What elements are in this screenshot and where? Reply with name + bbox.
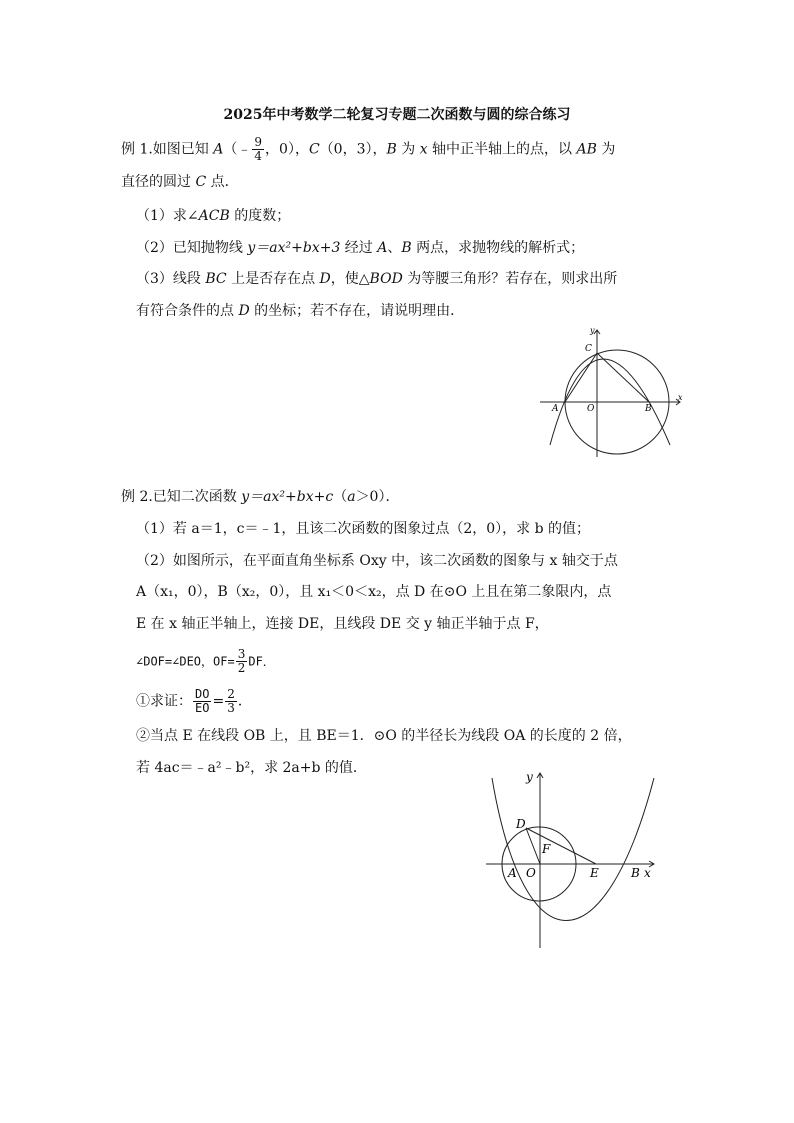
- segment-bc: BC: [205, 271, 227, 287]
- segment-do: [526, 828, 540, 864]
- point-b-label: B: [401, 240, 412, 256]
- q-text: 上是否存在点: [226, 271, 320, 287]
- q-text: 有符合条件的点: [136, 303, 239, 319]
- fig2-label-x: x: [644, 866, 651, 880]
- q-text: 的坐标；若不存在，请说明理由．: [249, 303, 465, 319]
- ex1-line1: [121, 136, 615, 163]
- ex1-q2: [136, 238, 584, 258]
- point-a-label: A: [213, 141, 224, 158]
- fig2-label-a: A: [508, 866, 517, 880]
- ex1-figure: [535, 325, 685, 460]
- ex1-text: ，0），: [265, 141, 309, 158]
- ex1-text: 为: [396, 141, 420, 158]
- var-a: a: [347, 489, 356, 505]
- segment-de: [526, 828, 596, 864]
- ex1-text: 直径的圆过: [121, 174, 196, 190]
- ex2-part2-line2: 若 4ac＝﹣a²﹣b²，求 2a+b 的值．: [136, 760, 367, 776]
- q-text: ①求证：: [136, 693, 192, 710]
- ex2-text: （: [333, 489, 348, 505]
- fig2-label-o: O: [526, 866, 536, 880]
- ex1-line2: [121, 172, 239, 192]
- fraction: [236, 648, 248, 675]
- ex2-text: ＞0）．: [355, 489, 400, 505]
- point-d-label: D: [319, 271, 331, 287]
- segment-cb: [597, 353, 649, 402]
- q-text: （2）已知抛物线: [136, 240, 248, 256]
- ex1-text: （﹣: [223, 141, 252, 158]
- fig2-label-e: E: [590, 866, 599, 880]
- fig1-label-c: C: [585, 344, 592, 354]
- frac-num: 3: [237, 647, 246, 661]
- fig1-label-x: x: [678, 393, 683, 402]
- q-text: 为等腰三角形？若存在，则求出所: [402, 271, 618, 287]
- point-c-label: C: [195, 174, 207, 190]
- quadratic-expr: y＝ax²+bx+c: [241, 489, 334, 505]
- ex1-q3-line2: [136, 301, 464, 321]
- point-a-label: A: [377, 240, 388, 256]
- ex2-part2-line1: ②当点 E 在线段 OB 上，且 BE＝1．⊙O 的半径长为线段 OA 的长度的 2 倍，: [136, 728, 632, 744]
- fraction: [193, 688, 211, 715]
- q-text: （3）线段: [136, 271, 206, 287]
- frac-den: 4: [254, 149, 263, 163]
- ex2-q1: （1）若 a＝1，c＝﹣1，且该二次函数的图象过点（2，0），求 b 的值；: [136, 521, 591, 537]
- angle-acb: ACB: [198, 208, 230, 224]
- ex2-q2-line2: A（x₁，0），B（x₂，0），且 x₁＜0＜x₂，点 D 在⊙O 上且在第二象限内，点: [136, 584, 612, 600]
- frac-num: 9: [254, 135, 263, 149]
- q-text: ，使△: [330, 271, 370, 287]
- ex2-q2-line4: [136, 648, 275, 675]
- frac-num: DO: [195, 687, 210, 701]
- q-text: 的度数；: [229, 208, 291, 224]
- fig1-label-b: B: [645, 404, 652, 414]
- fig1-label-a: A: [552, 404, 559, 414]
- fig2-label-f: F: [542, 842, 551, 856]
- ex1-text: 点．: [206, 174, 239, 190]
- ex1-text: 例 1.如图已知: [121, 141, 214, 158]
- q-text: 两点，求抛物线的解析式；: [411, 240, 585, 256]
- ex2-text: 例 2.已知二次函数: [121, 489, 242, 505]
- ex1-text: 为: [596, 141, 616, 158]
- fig1-label-o: O: [587, 404, 595, 414]
- fraction: [252, 136, 264, 163]
- q-text: ∠DOF=∠DEO，OF=: [136, 654, 235, 669]
- parabola-expr: y＝ax²+bx+3: [247, 240, 341, 256]
- fig2-label-d: D: [516, 817, 526, 831]
- var-x: x: [419, 141, 428, 158]
- ex2-figure: [484, 768, 659, 950]
- ex1-q1: [136, 206, 290, 226]
- q-text: DF．: [248, 654, 275, 669]
- q-text: ．: [237, 693, 252, 710]
- fig2-label-y: y: [526, 770, 533, 784]
- ex2-line1: [121, 487, 399, 507]
- frac-den: 3: [227, 701, 235, 715]
- q-text: 、: [387, 240, 402, 256]
- ex1-q3: [136, 269, 617, 289]
- fig1-label-y: y: [590, 326, 595, 335]
- fraction: [225, 688, 237, 715]
- segment-ac: [565, 353, 597, 402]
- frac-num: 2: [227, 687, 235, 701]
- ex2-q2-line3: E 在 x 轴正半轴上，连接 DE，且线段 DE 交 y 轴正半轴于点 F，: [136, 616, 549, 632]
- point-c-label: C: [308, 141, 320, 158]
- ex1-text: （0，3），: [319, 141, 387, 158]
- point-d-label: D: [238, 303, 250, 319]
- ex1-text: 轴中正半轴上的点，以: [427, 141, 577, 158]
- fig2-label-b: B: [631, 866, 640, 880]
- ex2-q2-line1: （2）如图所示，在平面直角坐标系 Oxy 中，该二次函数的图象与 x 轴交于点: [136, 553, 618, 569]
- q-text: 经过: [340, 240, 378, 256]
- frac-den: EO: [195, 701, 210, 715]
- q-text: （1）求∠: [136, 208, 199, 224]
- ex2-part1: [136, 688, 252, 715]
- page-title: 2025年中考数学二轮复习专题二次函数与圆的综合练习: [223, 107, 571, 123]
- point-b-label: B: [386, 141, 397, 158]
- segment-ab: AB: [576, 141, 597, 158]
- frac-den: 2: [237, 661, 246, 675]
- q-text: =: [212, 693, 225, 710]
- triangle-bod: BOD: [369, 271, 403, 287]
